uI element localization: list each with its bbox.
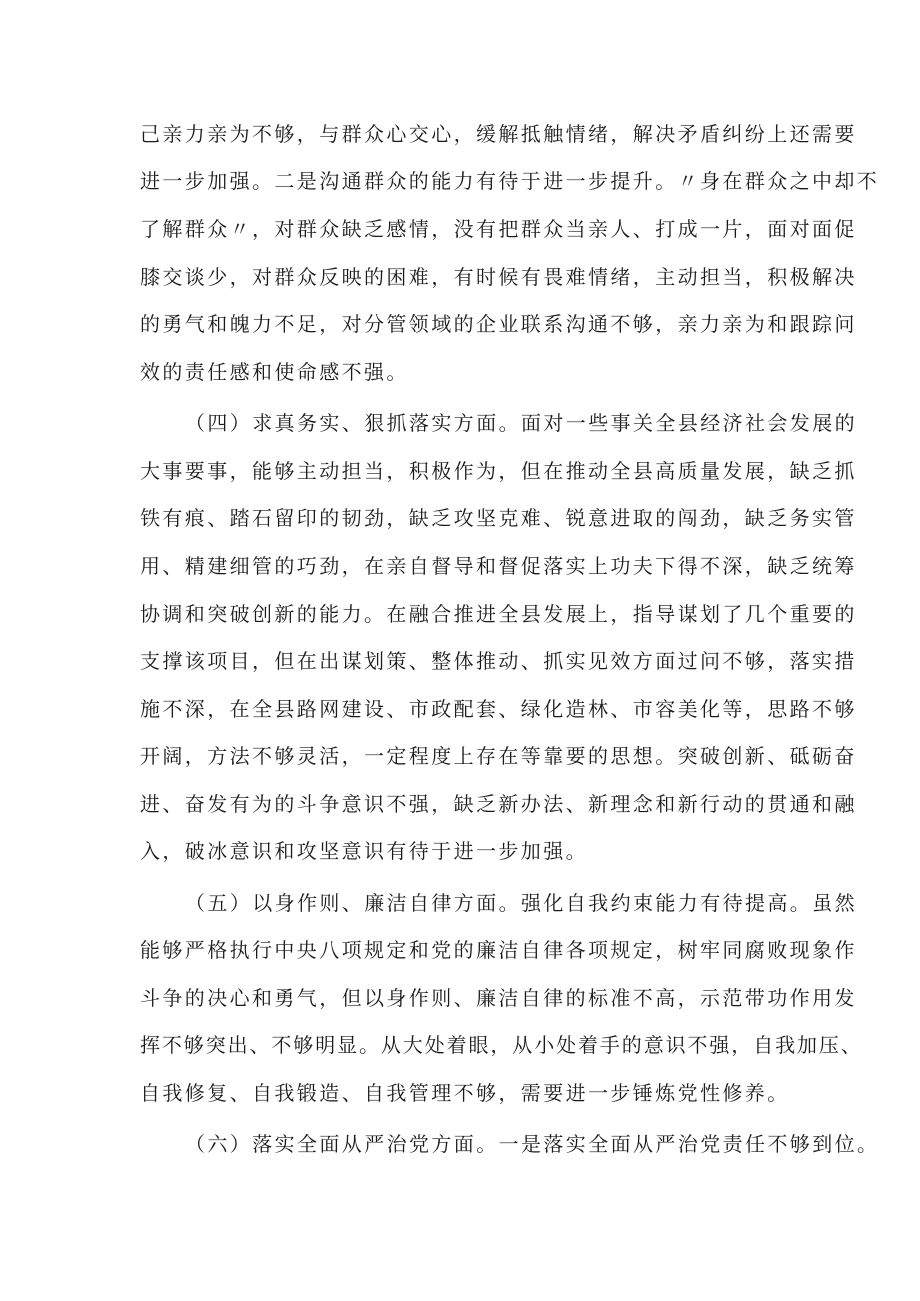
text-line: 效的责任感和使命感不强。: [140, 360, 409, 384]
paragraph-heading-line: （四）求真务实、狠抓落实方面。面对一些事关全县经济社会发展的: [185, 411, 857, 435]
text-line: 了解群众〃，对群众缺乏感情，没有把群众当亲人、打成一片，面对面促: [140, 217, 857, 241]
text-line: 施不深，在全县路网建设、市政配套、绿化造林、市容美化等，思路不够: [140, 697, 857, 721]
text-line: 能够严格执行中央八项规定和党的廉洁自律各项规定，树牢同腐败现象作: [140, 938, 857, 962]
text-line: 大事要事，能够主动担当，积极作为，但在推动全县高质量发展，缺乏抓: [140, 459, 857, 483]
text-line: 进、奋发有为的斗争意识不强，缺乏新办法、新理念和新行动的贯通和融: [140, 792, 857, 816]
paragraph-heading-line: （五）以身作则、廉洁自律方面。强化自我约束能力有待提高。虽然: [185, 891, 857, 915]
text-line: 开阔，方法不够灵活，一定程度上存在等靠要的思想。突破创新、砥砺奋: [140, 744, 857, 768]
paragraph-heading-line: （六）落实全面从严治党方面。一是落实全面从严治党责任不够到位。: [185, 1132, 880, 1156]
text-line: 铁有痕、踏石留印的韧劲，缺乏攻坚克难、锐意进取的闯劲，缺乏务实管: [140, 506, 857, 530]
text-line: 自我修复、自我锻造、自我管理不够，需要进一步锤炼党性修养。: [140, 1081, 790, 1105]
text-line: 挥不够突出、不够明显。从大处着眼，从小处着手的意识不强，自我加压、: [140, 1033, 863, 1057]
text-line: 入，破冰意识和攻坚意识有待于进一步加强。: [140, 839, 588, 863]
text-line: 的勇气和魄力不足，对分管领域的企业联系沟通不够，亲力亲为和跟踪问: [140, 312, 857, 336]
text-line: 斗争的决心和勇气，但以身作则、廉洁自律的标准不高，示范带功作用发: [140, 986, 857, 1010]
text-line: 用、精建细管的巧劲，在亲自督导和督促落实上功夫下得不深，缺乏统筹: [140, 554, 857, 578]
text-line: 己亲力亲为不够，与群众心交心，缓解抵触情绪，解决矛盾纠纷上还需要: [140, 122, 857, 146]
text-line: 进一步加强。二是沟通群众的能力有待于进一步提升。〃身在群众之中却不: [140, 169, 880, 193]
text-line: 膝交谈少，对群众反映的困难，有时候有畏难情绪，主动担当，积极解决: [140, 265, 857, 289]
text-line: 支撑该项目，但在出谋划策、整体推动、抓实见效方面过问不够，落实措: [140, 649, 857, 673]
text-line: 协调和突破创新的能力。在融合推进全县发展上，指导谋划了几个重要的: [140, 602, 857, 626]
